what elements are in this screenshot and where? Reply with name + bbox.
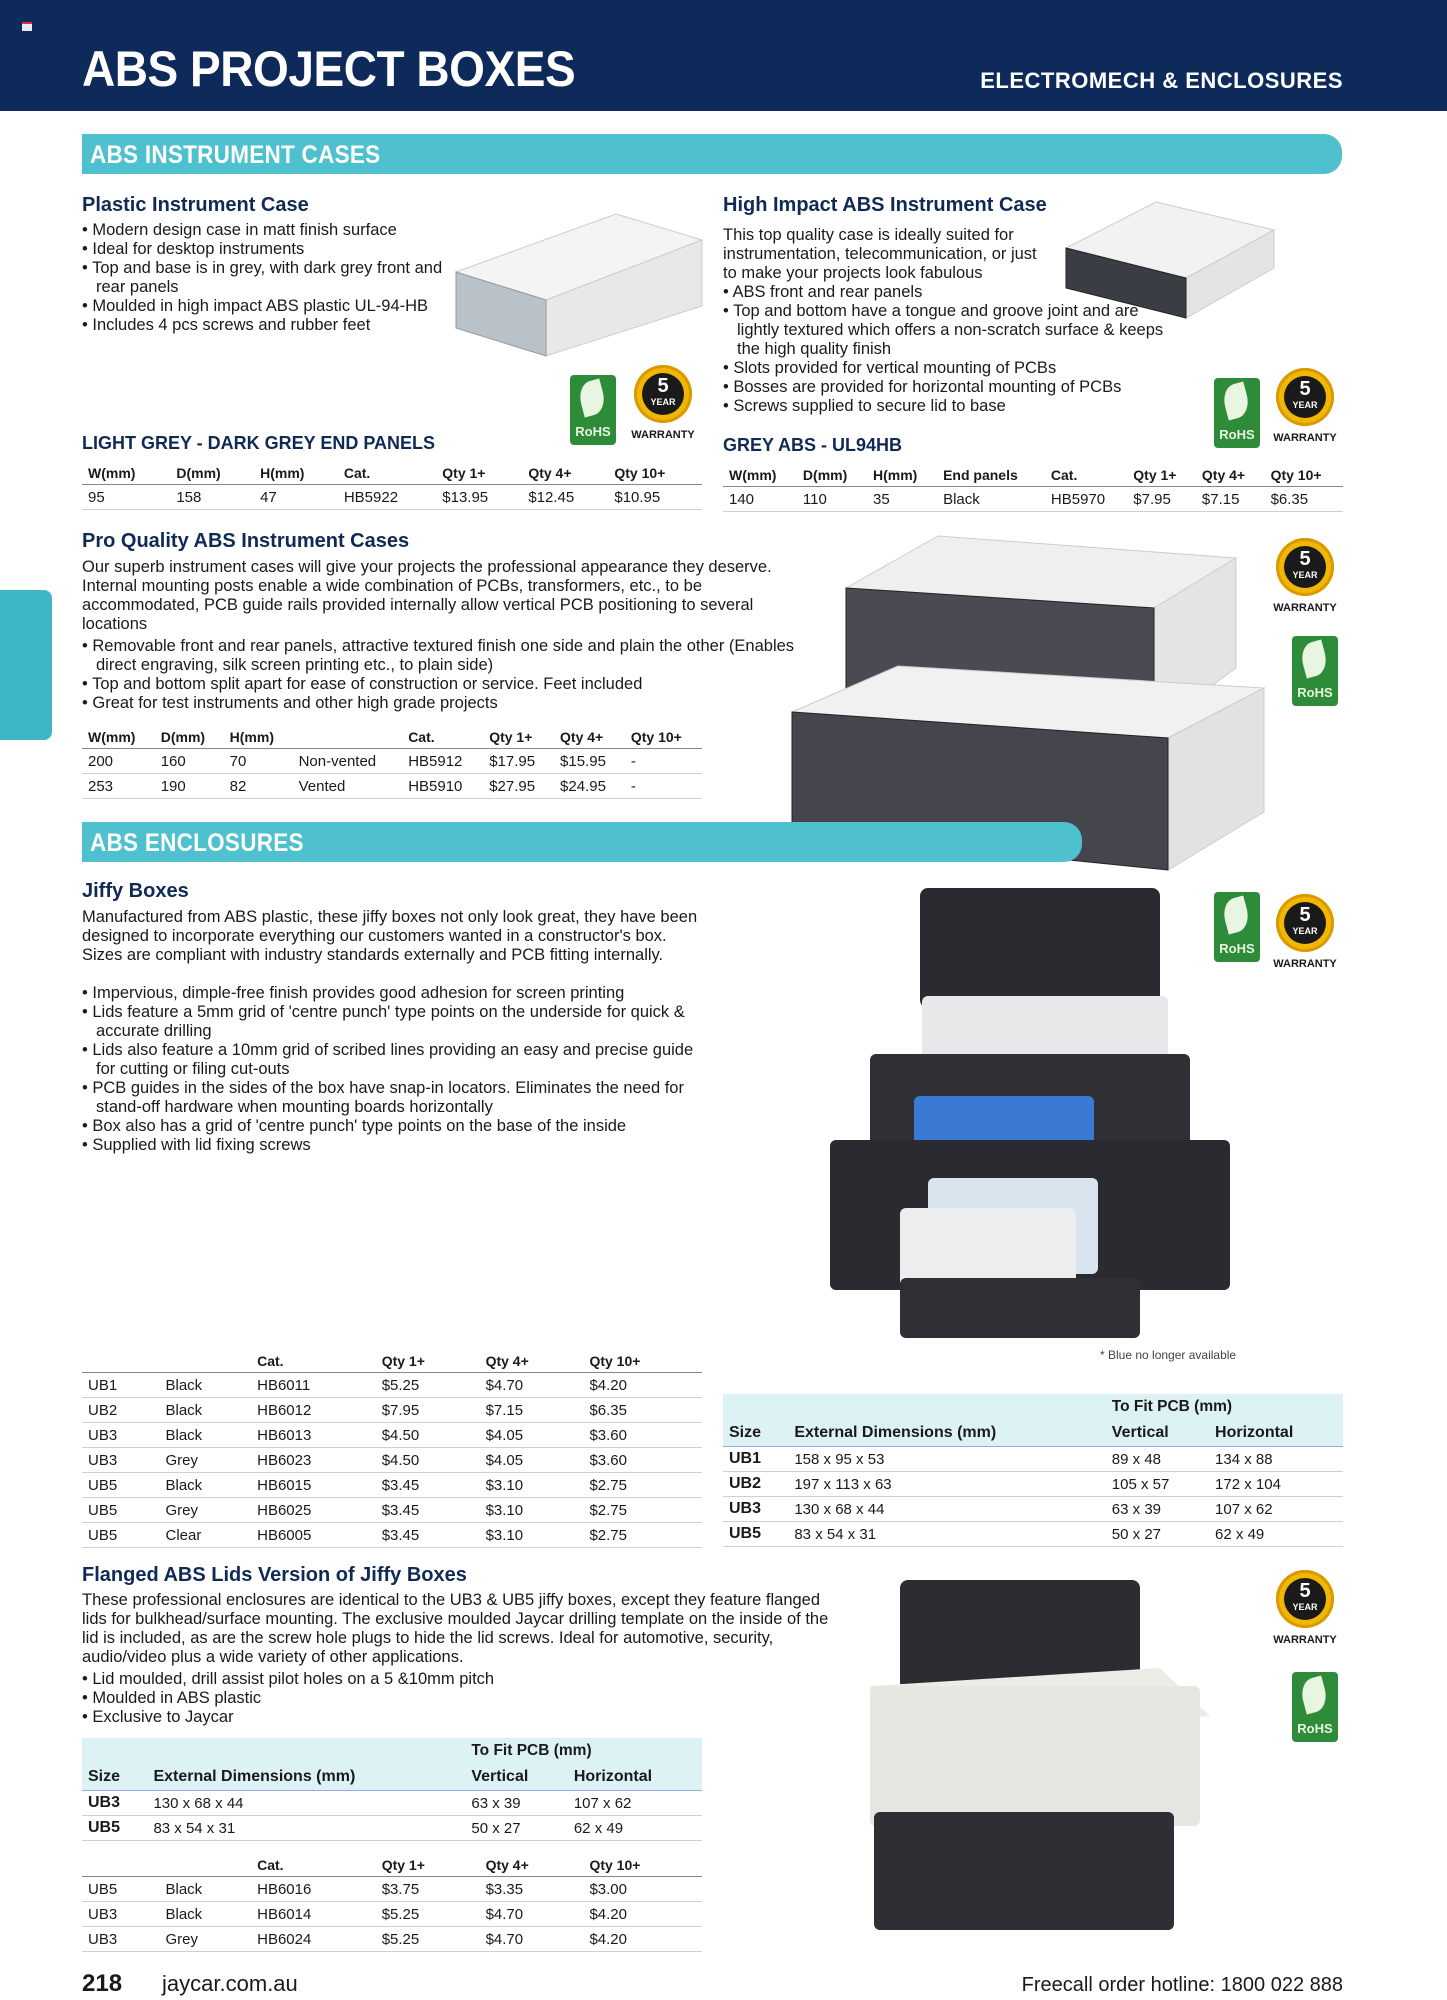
bullet-item: • Top and bottom split apart for ease of construction or service. Feet included [82, 675, 802, 694]
table-cell: Black [160, 1373, 252, 1398]
column-header: H(mm) [254, 462, 338, 485]
high-impact-title: High Impact ABS Instrument Case [723, 194, 1047, 216]
column-header: External Dimensions (mm) [147, 1764, 465, 1791]
table-cell: $17.95 [483, 749, 554, 774]
table-row [723, 1497, 1343, 1522]
column-header: H(mm) [224, 726, 293, 749]
table-cell: UB2 [723, 1472, 788, 1497]
table-cell: $6.35 [583, 1398, 702, 1423]
table-cell: HB6025 [251, 1498, 376, 1523]
flanged-boxes-image [860, 1576, 1220, 1946]
table-cell: UB5 [82, 1877, 160, 1902]
plastic-case-bullets [82, 221, 452, 335]
bullet-item: • Includes 4 pcs screws and rubber feet [82, 316, 452, 335]
table-cell: Black [160, 1398, 252, 1423]
jiffy-boxes-image [830, 878, 1250, 1348]
table-row [82, 1498, 702, 1523]
table-cell: - [625, 774, 702, 799]
column-header: Vertical [1106, 1420, 1209, 1447]
table-cell: 82 [224, 774, 293, 799]
table-cell: UB2 [82, 1398, 160, 1423]
plastic-case-title: Plastic Instrument Case [82, 194, 309, 216]
pro-quality-table [82, 726, 702, 799]
bullet-item: • Moulded in ABS plastic [82, 1689, 682, 1708]
pcb-header: To Fit PCB (mm) [465, 1738, 702, 1764]
table-row [82, 1816, 702, 1841]
table-row [723, 1447, 1343, 1472]
column-header: D(mm) [797, 464, 867, 487]
table-cell: 63 x 39 [1106, 1497, 1209, 1522]
table-cell: 130 x 68 x 44 [788, 1497, 1105, 1522]
column-header: D(mm) [170, 462, 254, 485]
table-cell: 134 x 88 [1209, 1447, 1343, 1472]
column-header: Qty 1+ [1127, 464, 1196, 487]
bullet-item: • Bosses are provided for horizontal mounting of PCBs [723, 378, 1183, 397]
high-impact-intro: This top quality case is ideally suited for instrumentation, telecommunication, or just to make your projects look fabulous [723, 226, 1037, 282]
column-header: Vertical [465, 1764, 567, 1791]
table-cell: - [625, 749, 702, 774]
column-header [160, 1350, 252, 1373]
table-cell: $4.70 [480, 1927, 584, 1952]
table-cell: $5.25 [376, 1902, 480, 1927]
table-cell: $7.15 [1196, 487, 1265, 512]
table-cell: Black [937, 487, 1045, 512]
column-header: Size [723, 1420, 788, 1447]
table-cell: Clear [160, 1523, 252, 1548]
table-cell: 107 x 62 [568, 1791, 702, 1816]
jiffy-dimensions-table [723, 1394, 1343, 1547]
column-header: Qty 4+ [554, 726, 625, 749]
bullet-item: • Screws supplied to secure lid to base [723, 397, 1183, 416]
table-row [82, 1791, 702, 1816]
rohs-icon: RoHS [1214, 892, 1260, 962]
table-cell: $2.75 [583, 1473, 702, 1498]
table-cell: UB5 [82, 1816, 147, 1841]
banner-label: ABS ENCLOSURES [90, 829, 304, 857]
table-cell: $15.95 [554, 749, 625, 774]
table-cell: 253 [82, 774, 155, 799]
column-header: Qty 10+ [608, 462, 702, 485]
side-tab [0, 590, 52, 740]
table-cell: $4.70 [480, 1373, 584, 1398]
table-cell: $3.45 [376, 1473, 480, 1498]
column-header: Size [82, 1764, 147, 1791]
table-cell: Black [160, 1902, 252, 1927]
table-row [82, 1927, 702, 1952]
pro-quality-bullets [82, 637, 802, 713]
table-cell: $2.75 [583, 1523, 702, 1548]
column-header: Cat. [251, 1854, 376, 1877]
bullet-item: • Modern design case in matt finish surface [82, 221, 452, 240]
table-cell: 160 [155, 749, 224, 774]
table-cell: 190 [155, 774, 224, 799]
column-header [293, 726, 403, 749]
column-header: Qty 10+ [1265, 464, 1343, 487]
bullet-item: • Great for test instruments and other high grade projects [82, 694, 802, 713]
table-cell: $3.60 [583, 1423, 702, 1448]
bullet-item: • Lids feature a 5mm grid of 'centre punch' type points on the underside for quick & accurate drilling [82, 1003, 702, 1041]
bullet-item: • Lid moulded, drill assist pilot holes on a 5 &10mm pitch [82, 1670, 682, 1689]
table-cell: $24.95 [554, 774, 625, 799]
page-number: 218 [82, 1970, 123, 1997]
jiffy-price-table [82, 1350, 702, 1548]
column-header: Qty 1+ [376, 1854, 480, 1877]
high-impact-subtitle: GREY ABS - UL94HB [723, 435, 903, 455]
column-header: Qty 10+ [625, 726, 702, 749]
plastic-case-table [82, 462, 702, 510]
table-cell: $10.95 [608, 485, 702, 510]
bullet-item: • Moulded in high impact ABS plastic UL-94-HB [82, 297, 452, 316]
table-cell: 35 [867, 487, 937, 512]
table-cell: UB3 [723, 1497, 788, 1522]
table-cell: HB6016 [251, 1877, 376, 1902]
high-impact-table [723, 464, 1343, 512]
bullet-item: • Box also has a grid of 'centre punch' type points on the base of the inside [82, 1117, 702, 1136]
bullet-item: • Ideal for desktop instruments [82, 240, 452, 259]
table-cell: $3.00 [583, 1877, 702, 1902]
table-cell: 107 x 62 [1209, 1497, 1343, 1522]
pcb-header: To Fit PCB (mm) [1106, 1394, 1343, 1420]
table-cell: HB5912 [402, 749, 483, 774]
table-cell: HB6024 [251, 1927, 376, 1952]
table-cell: $3.10 [480, 1523, 584, 1548]
column-header: H(mm) [867, 464, 937, 487]
table-cell: 158 x 95 x 53 [788, 1447, 1105, 1472]
column-header: Qty 4+ [480, 1854, 584, 1877]
table-cell: $3.10 [480, 1498, 584, 1523]
bullet-item: • Exclusive to Jaycar [82, 1708, 682, 1727]
rohs-icon: RoHS [570, 375, 616, 445]
column-header [82, 1350, 160, 1373]
table-row [723, 1472, 1343, 1497]
bullet-item: • Supplied with lid fixing screws [82, 1136, 702, 1155]
table-cell: UB3 [82, 1448, 160, 1473]
table-cell: Grey [160, 1498, 252, 1523]
table-row [82, 1423, 702, 1448]
table-cell: HB5970 [1045, 487, 1127, 512]
table-cell: UB1 [82, 1373, 160, 1398]
column-header: Qty 1+ [436, 462, 522, 485]
column-header: Cat. [1045, 464, 1127, 487]
table-cell: $3.45 [376, 1523, 480, 1548]
table-cell: HB6014 [251, 1902, 376, 1927]
bullet-item: • Lids also feature a 10mm grid of scribed lines providing an easy and precise guide for cutting or filing cut-outs [82, 1041, 702, 1079]
bullet-item: • Removable front and rear panels, attractive textured finish one side and plain the other (Enables direct engraving, silk screen printing etc., to plain side) [82, 637, 802, 675]
website-link[interactable]: jaycar.com.au [162, 1971, 298, 1996]
bullet-item: • Top and base is in grey, with dark grey front and rear panels [82, 259, 452, 297]
table-cell: HB5922 [338, 485, 436, 510]
warranty-icon: 5 YEAR WARRANTY [1272, 894, 1338, 984]
table-cell: UB3 [82, 1902, 160, 1927]
jiffy-bullets [82, 984, 702, 1155]
table-cell: 62 x 49 [568, 1816, 702, 1841]
column-header: Cat. [338, 462, 436, 485]
column-header: Qty 10+ [583, 1350, 702, 1373]
table-cell: 89 x 48 [1106, 1447, 1209, 1472]
table-cell: $4.20 [583, 1373, 702, 1398]
table-cell: 172 x 104 [1209, 1472, 1343, 1497]
pro-quality-intro: Our superb instrument cases will give your projects the professional appearance they deserve. Internal mounting posts enable a wide combination of PCBs, transformers, etc., to be accommodated, PCB guide rails provided internally allow vertical PCB positioning to several locations [82, 558, 772, 633]
table-cell: $3.60 [583, 1448, 702, 1473]
column-header: End panels [937, 464, 1045, 487]
table-cell: HB6015 [251, 1473, 376, 1498]
table-cell: $3.45 [376, 1498, 480, 1523]
table-cell: $6.35 [1265, 487, 1343, 512]
table-cell: 70 [224, 749, 293, 774]
warranty-icon: 5 YEAR WARRANTY [1272, 1570, 1338, 1660]
column-header: Qty 1+ [376, 1350, 480, 1373]
column-header [160, 1854, 252, 1877]
hotline: Freecall order hotline: 1800 022 888 [1021, 1974, 1343, 1996]
bullet-item: • Top and bottom have a tongue and groove joint and are lightly textured which offers a non-scratch surface & keeps the high quality finish [723, 302, 1183, 359]
table-cell: 110 [797, 487, 867, 512]
section-title: ELECTROMECH & ENCLOSURES [980, 68, 1343, 93]
banner-abs-enclosures [82, 822, 1082, 862]
table-cell: 200 [82, 749, 155, 774]
warranty-icon: 5 YEAR WARRANTY [630, 365, 696, 455]
jiffy-title: Jiffy Boxes [82, 880, 189, 902]
warranty-icon: 5 YEAR WARRANTY [1272, 538, 1338, 628]
table-cell: UB5 [82, 1498, 160, 1523]
flanged-dimensions-table [82, 1738, 702, 1841]
table-cell: $7.15 [480, 1398, 584, 1423]
table-cell: HB6012 [251, 1398, 376, 1423]
flanged-intro: These professional enclosures are identical to the UB3 & UB5 jiffy boxes, except they feature flanged lids for bulkhead/surface mounting. The exclusive moulded Jaycar drilling template on the inside of the lid is included, as are the screw hole plugs to hide the lid screws. Ideal for automotive, security, audio/video plus a wide variety of other applications. [82, 1591, 829, 1666]
table-cell: Vented [293, 774, 403, 799]
table-row [82, 1902, 702, 1927]
table-cell: $4.05 [480, 1423, 584, 1448]
page-footer-left [82, 1970, 298, 1998]
page-title: ABS PROJECT BOXES [82, 41, 576, 97]
table-cell: $7.95 [376, 1398, 480, 1423]
table-cell: 130 x 68 x 44 [147, 1791, 465, 1816]
table-cell: HB6011 [251, 1373, 376, 1398]
column-header: Horizontal [1209, 1420, 1343, 1447]
flanged-title: Flanged ABS Lids Version of Jiffy Boxes [82, 1564, 467, 1586]
bullet-item: • ABS front and rear panels [723, 283, 1183, 302]
table-row [82, 1877, 702, 1902]
table-row [82, 485, 702, 510]
bullet-item: • Impervious, dimple-free finish provides good adhesion for screen printing [82, 984, 702, 1003]
table-cell: $4.20 [583, 1902, 702, 1927]
table-row [82, 1373, 702, 1398]
column-header [82, 1854, 160, 1877]
column-header: External Dimensions (mm) [788, 1420, 1105, 1447]
pro-quality-title: Pro Quality ABS Instrument Cases [82, 530, 410, 552]
table-cell: $4.50 [376, 1423, 480, 1448]
column-header: Horizontal [568, 1764, 702, 1791]
table-cell: HB6005 [251, 1523, 376, 1548]
table-cell: Grey [160, 1448, 252, 1473]
table-cell: UB5 [723, 1522, 788, 1547]
table-cell: 63 x 39 [465, 1791, 567, 1816]
column-header: Qty 4+ [522, 462, 608, 485]
table-row [82, 1523, 702, 1548]
rohs-icon: RoHS [1292, 636, 1338, 706]
table-cell: 197 x 113 x 63 [788, 1472, 1105, 1497]
table-cell: 83 x 54 x 31 [147, 1816, 465, 1841]
table-cell: $27.95 [483, 774, 554, 799]
column-header: Cat. [402, 726, 483, 749]
table-cell: Non-vented [293, 749, 403, 774]
page-header [0, 0, 1447, 111]
rohs-icon: RoHS [1214, 378, 1260, 448]
column-header: W(mm) [82, 462, 170, 485]
table-cell: Black [160, 1423, 252, 1448]
table-cell: 140 [723, 487, 797, 512]
column-header: Qty 4+ [480, 1350, 584, 1373]
table-cell: 62 x 49 [1209, 1522, 1343, 1547]
flanged-bullets [82, 1670, 682, 1727]
table-cell: HB6023 [251, 1448, 376, 1473]
table-cell: UB5 [82, 1473, 160, 1498]
high-impact-image [1060, 196, 1280, 326]
column-header: Qty 4+ [1196, 464, 1265, 487]
column-header: Qty 1+ [483, 726, 554, 749]
table-cell: 50 x 27 [1106, 1522, 1209, 1547]
table-cell: UB3 [82, 1791, 147, 1816]
rohs-icon: RoHS [1292, 1672, 1338, 1742]
table-cell: $3.10 [480, 1473, 584, 1498]
table-cell: UB5 [82, 1523, 160, 1548]
flag-icon [22, 22, 32, 31]
table-cell: HB5910 [402, 774, 483, 799]
table-cell: Black [160, 1473, 252, 1498]
table-cell: 83 x 54 x 31 [788, 1522, 1105, 1547]
table-cell: $3.75 [376, 1877, 480, 1902]
bullet-item: • PCB guides in the sides of the box have snap-in locators. Eliminates the need for stand-off hardware when mounting boards horizontally [82, 1079, 702, 1117]
table-cell: UB3 [82, 1423, 160, 1448]
column-header: D(mm) [155, 726, 224, 749]
table-row [82, 774, 702, 799]
column-header: Cat. [251, 1350, 376, 1373]
column-header: Qty 10+ [583, 1854, 702, 1877]
table-cell: 47 [254, 485, 338, 510]
table-cell: $7.95 [1127, 487, 1196, 512]
jiffy-intro: Manufactured from ABS plastic, these jiffy boxes not only look great, they have been designed to incorporate everything our customers wanted in a constructor's box. Sizes are compliant with industry standards externally and PCB fitting internally. [82, 908, 698, 964]
table-cell: UB3 [82, 1927, 160, 1952]
table-row [82, 1398, 702, 1423]
table-row [723, 1522, 1343, 1547]
table-cell: $4.70 [480, 1902, 584, 1927]
flanged-price-table [82, 1854, 702, 1952]
table-row [82, 1448, 702, 1473]
table-cell: 50 x 27 [465, 1816, 567, 1841]
table-row [723, 487, 1343, 512]
banner-instrument-cases [82, 134, 1342, 174]
table-cell: $13.95 [436, 485, 522, 510]
warranty-icon: 5 YEAR WARRANTY [1272, 368, 1338, 458]
table-cell: 105 x 57 [1106, 1472, 1209, 1497]
table-cell: 158 [170, 485, 254, 510]
table-cell: $5.25 [376, 1927, 480, 1952]
blue-availability-note: * Blue no longer available [1100, 1348, 1237, 1362]
table-cell: $5.25 [376, 1373, 480, 1398]
plastic-case-image [450, 200, 710, 360]
table-cell: $4.05 [480, 1448, 584, 1473]
table-cell: $4.20 [583, 1927, 702, 1952]
table-row [82, 749, 702, 774]
table-cell: Black [160, 1877, 252, 1902]
bullet-item: • Slots provided for vertical mounting of PCBs [723, 359, 1183, 378]
column-header: W(mm) [723, 464, 797, 487]
column-header: W(mm) [82, 726, 155, 749]
table-cell: UB1 [723, 1447, 788, 1472]
pro-quality-image [788, 532, 1278, 872]
table-cell: $2.75 [583, 1498, 702, 1523]
table-row [82, 1473, 702, 1498]
table-cell: HB6013 [251, 1423, 376, 1448]
table-cell: $12.45 [522, 485, 608, 510]
table-cell: Grey [160, 1927, 252, 1952]
table-cell: $3.35 [480, 1877, 584, 1902]
table-cell: $4.50 [376, 1448, 480, 1473]
table-cell: 95 [82, 485, 170, 510]
banner-label: ABS INSTRUMENT CASES [90, 141, 381, 169]
plastic-case-subtitle: LIGHT GREY - DARK GREY END PANELS [82, 433, 436, 453]
